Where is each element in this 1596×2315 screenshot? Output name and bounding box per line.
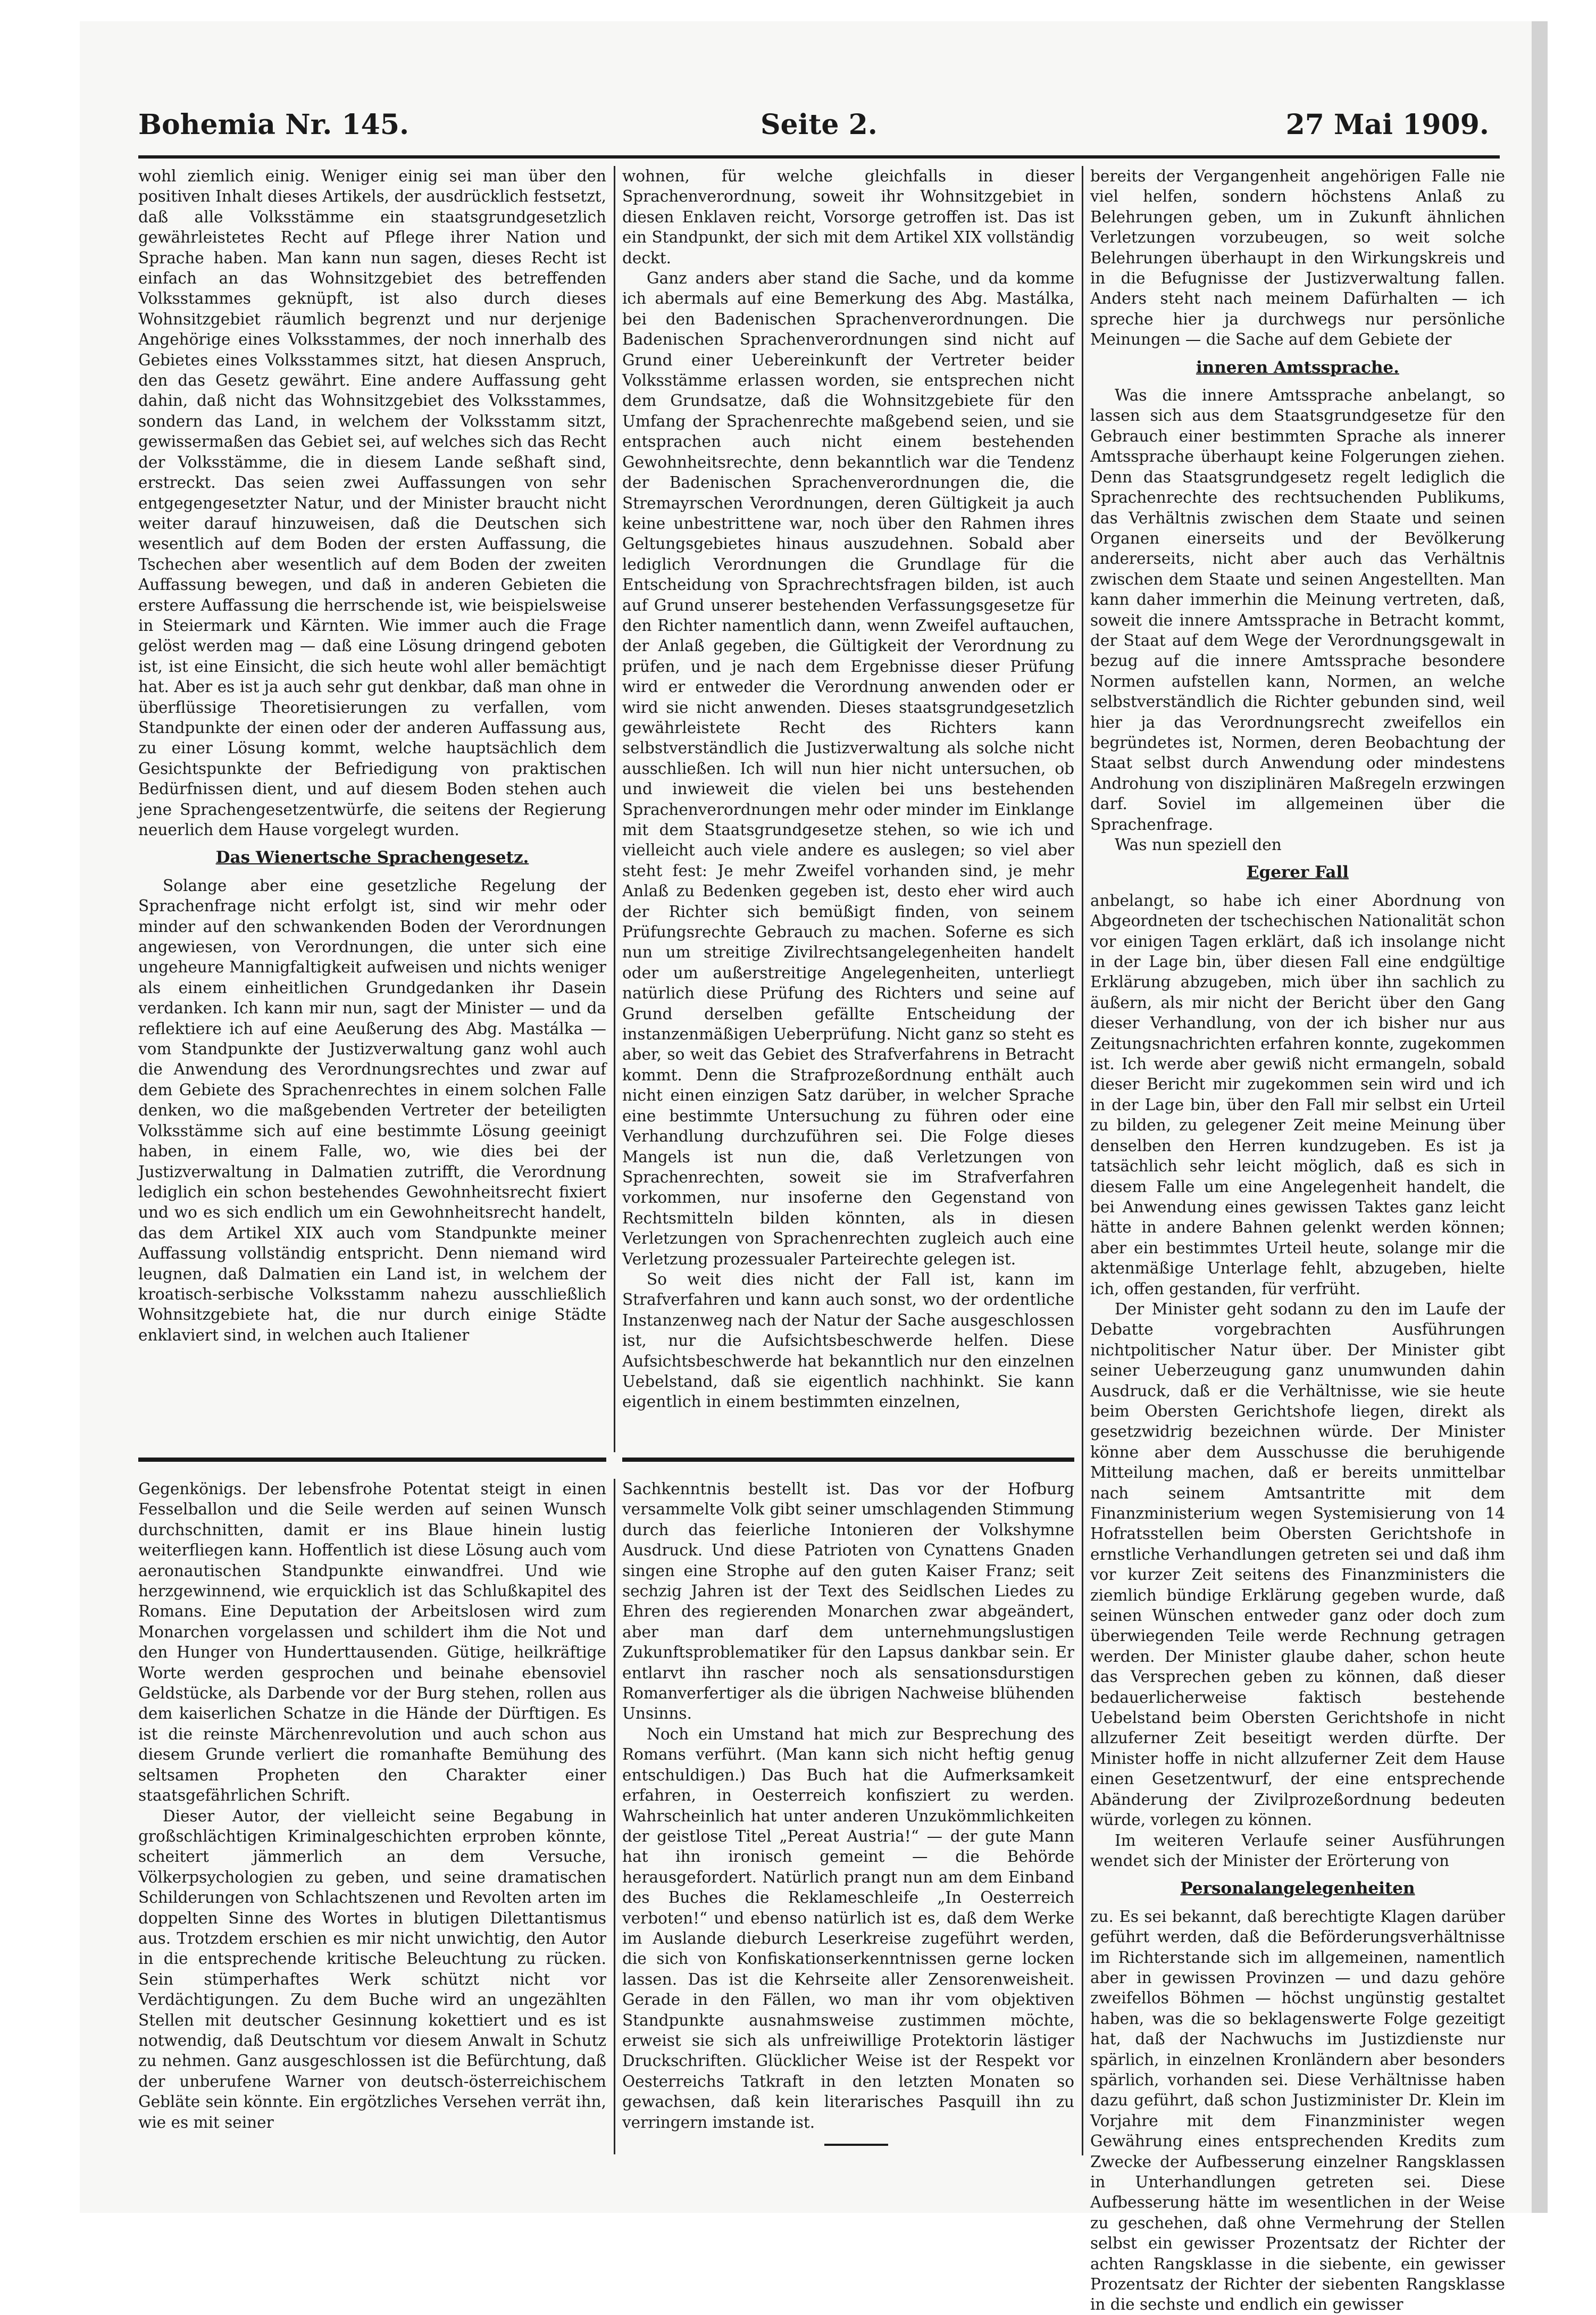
column-3-paragraph: zu. Es sei bekannt, daß berechtigte Klagen darüber geführt werden, daß die Beförderungsverhältnisse im Richterstande sich im allgemeinen, namentlich aber in gewissen Provinzen — und dazu gehöre zweifellos Böhmen — höchst ungünstig gestaltet haben, was die so beklagenswerte Folge gezeitigt hat, daß der Nachwuchs im Justizdienste nur spärlich, in einzelnen Kronländern aber besonders spärlich, vorhanden sei. Diese Verhältnisse haben dazu geführt, daß schon Justizminister Dr. Klein im Vorjahre mit dem Finanzminister wegen Gewährung eines entsprechenden Kredits zum Zwecke der Aufbesserung einzelner Rangsklassen in Unterhandlungen getreten sei. Diese Aufbesserung hätte im wesentlichen in der Weise zu geschehen, daß ohne Vermehrung der Stellen selbst ein gewisser Prozentsatz der Richter der achten Rangsklasse in die siebente, ein gewisser Prozentsatz der Richter der siebenten Rangsklasse in die sechste und endlich ein gewisser: [1090, 1907, 1505, 2314]
page-header: [138, 101, 1500, 149]
column-3-paragraph: Im weiteren Verlaufe seiner Ausführungen wendet sich der Minister der Erörterung von: [1090, 1831, 1505, 1870]
feuilleton-column-1: [138, 1479, 606, 2154]
column-2-paragraph: So weit dies nicht der Fall ist, kann im Strafverfahren und kann auch sonst, wo der ordentliche Instanzenweg nach der Natur der Sache ausgeschlossen ist, nur die Aufsichtsbeschwerde helfen. Diese Aufsichtsbeschwerde hat bekanntlich nur den einzelnen Uebelstand, daß sie eigentlich nachhinkt. Sie kann eigentlich in einem bestimmten einzelnen,: [622, 1270, 1074, 1411]
feuilleton-paragraph: Gegenkönigs. Der lebensfrohe Potentat steigt in einen Fesselballon und die Seile werden auf seinen Wunsch durchschnitten, damit er ins Blaue hinein lustig weiterfliegen kann. Hoffentlich ist diese Lösung auch vom aeronautischen Standpunkte einwandfrei. Und wie herzgewinnend, wie erquicklich ist das Schlußkapitel des Romans. Eine Deputation der Arbeitslosen wird zum Monarchen vorgelassen und schildert ihm die Not und den Hunger von Hunderttausenden. Gütige, heilkräftige Worte werden gesprochen und beinahe ebensoviel Geldstücke, als Darbende vor der Burg stehen, rollen aus dem kaiserlichen Schatze in die Hände der Dürftigen. Es ist die reinste Märchenrevolution und auch schon aus diesem Grunde verliert die romanhafte Bemühung des seltsamen Propheten den Charakter einer staatsgefährlichen Schrift.: [138, 1480, 606, 1805]
header-date: 27 Mai 1909.: [1285, 109, 1489, 141]
column-1-paragraph: Solange aber eine gesetzliche Regelung der Sprachenfrage nicht erfolgt ist, sind wir mehr oder minder auf den schwankenden Boden der Verordnungen angewiesen, von Verordnungen, die unter sich eine ungeheure Mannigfaltigkeit aufweisen und nichts weniger als einem einheitlichen Grundgedanken ihr Dasein verdanken. Ich kann mir nun, sagt der Minister — und da reflektiere ich auf eine Aeußerung des Abg. Mastálka — vom Standpunkte der Justizverwaltung ganz wohl auch die Anwendung des Verordnungsrechtes und zwar auf dem Gebiete des Sprachenrechtes in einem solchen Falle denken, wo die maßgebenden Vertreter der beteiligten Volksstämme sich auf eine bestimmte Lösung geeinigt haben, in einem Falle, wo, wie dies bei der Justizverwaltung in Dalmatien zutrifft, die Verordnung lediglich ein schon bestehendes Gewohnheitsrecht fixiert und wo es sich endlich um ein Gewohnheitsrecht handelt, das dem Artikel XIX auch vom Standpunkte meiner Auffassung vollständig entspricht. Denn niemand wird leugnen, daß Dalmatien ein Land ist, in welchem der kroatisch-serbische Volksstamm nahezu ausschließlich Wohnsitzgebiete hat, die nur durch einige Städte enklaviert sind, in welchen auch Italiener: [138, 876, 606, 1344]
column-3-paragraph: Der Minister geht sodann zu den im Laufe der Debatte vorgebrachten Ausführungen nichtpolitischer Natur über. Der Minister gibt seiner Ueberzeugung ganz unumwunden dahin Ausdruck, daß er die Verhältnisse, wie sie heute beim Obersten Gerichtshofe liegen, direkt als gesetzwidrig bezeichnen würde. Der Minister könne aber dem Ausschusse die beruhigende Mitteilung machen, daß er bereits unmittelbar nach seinem Amtsantritte mit dem Finanzministerium wegen Systemisierung von 14 Hofratsstellen beim Obersten Gerichtshofe in ernstliche Verhandlungen getreten sei und daß ihm vor kurzer Zeit seitens des Finanzministers die ziemlich bündige Erklärung gegeben wurde, daß seinen Wünschen entweder ganz oder doch zum überwiegenden Teile werde Rechnung getragen werden. Der Minister glaube daher, schon heute das Versprechen geben zu können, daß dieser bedauerlicherweise faktisch bestehende Uebelstand beim Obersten Gerichtshofe in nicht allzuferner Zeit beseitigt werden dürfte. Der Minister hoffe in nicht allzuferner Zeit dem Hause einen Gesetzentwurf, der eine entsprechende Abänderung der Zivilprozeßordnung bedeuten würde, vorlegen zu können.: [1090, 1300, 1505, 1829]
section-heading: Egerer Fall: [1246, 863, 1349, 882]
column-2-paragraph: wohnen, für welche gleichfalls in dieser Sprachenverordnung, soweit ihr Wohnsitzgebiet in diesen Enklaven reicht, Vorsorge getroffen ist. Das ist ein Standpunkt, der sich mit dem Artikel XIX vollständig deckt.: [622, 167, 1074, 267]
article-end-mark: [824, 2144, 888, 2146]
feuilleton-paragraph: Dieser Autor, der vielleicht seine Begabung in großschlächtigen Kriminalgeschichten erproben könnte, scheitert jämmerlich an dem Versuche, Völkerpsychologien zu geben, und seine dramatischen Schilderungen von Schlachtszenen und Revolten arten im doppelten Sinne des Wortes in blutigen Dilettantismus aus. Trotzdem erschien es mir nicht unwichtig, den Autor in die entsprechende kritische Beleuchtung zu rücken. Sein stümperhaftes Werk schützt nicht vor Verdächtigungen. Zu dem Buche wird an ungezählten Stellen mit deutscher Gesinnung kokettiert und es ist notwendig, daß Deutschtum vor diesem Anwalt in Schutz zu nehmen. Ganz ausgeschlossen ist die Befürchtung, daß der unberufene Warner von deutsch-österreichischem Gebläte sein könnte. Ein ergötzliches Versehen verrät ihn, wie es mit seiner: [138, 1806, 606, 2131]
header-issue: Bohemia Nr. 145.: [138, 109, 410, 141]
column-3: [1090, 166, 1505, 2314]
column-1-paragraph: wohl ziemlich einig. Weniger einig sei man über den positiven Inhalt dieses Artikels, der ausdrücklich festsetzt, daß alle Volksstämme ein staatsgrundgesetzlich gewährleistetes Recht auf Pflege ihrer Nation und Sprache haben. Man kann nun sagen, dieses Recht ist einfach an das Wohnsitzgebiet des betreffenden Volksstammes geknüpft, ist also durch dieses Wohnsitzgebiet räumlich begrenzt und nur derjenige Angehörige eines Volksstammes, der noch innerhalb des Gebietes eines Volksstammes sitzt, hat diesen Anspruch, den das Gesetz gewährt. Eine andere Auffassung geht dahin, daß nicht das Wohnsitzgebiet des Volksstammes, sondern das Land, in welchem der Volksstamm sitzt, gewissermaßen das Gebiet sei, auf welches sich das Recht der Volksstämme, die in diesem Lande seßhaft sind, erstreckt. Das seien zwei Auffassungen von sehr entgegengesetzter Natur, und der Minister braucht nicht weiter darauf hinzuweisen, daß die Deutschen sich wesentlich auf dem Boden der ersten Auffassung, die Tschechen aber wesentlich auf dem Boden der zweiten Auffassung bewegen, und daß in anderen Gebieten die erstere Auffassung die herrschende ist, wie beispielsweise in Steiermark und Kärnten. Wie immer auch die Frage gelöst werden mag — daß eine Lösung dringend geboten ist, ist eine Einsicht, die sich heute wohl aller bemächtigt hat. Aber es ist ja auch sehr gut denkbar, daß man ohne in überflüssige Theoretisierungen zu verfallen, vom Standpunkte der einen oder der anderen Auffassung aus, zu einer Lösung kommt, welche hauptsächlich dem Gesichtspunkte der Befriedigung von praktischen Bedürfnissen dient, und auf diesem Boden stehen auch jene Sprachengesetzentwürfe, die seitens der Regierung neuerlich dem Hause vorgelegt wurden.: [138, 167, 606, 839]
feuilleton-rule: [138, 1458, 606, 1462]
column-2-paragraph: Ganz anders aber stand die Sache, und da komme ich abermals auf eine Bemerkung des Abg. Mastálka, bei den Badenischen Sprachenverordnungen. Die Badenischen Sprachenverordnungen sind nicht auf Grund einer Uebereinkunft der Vertreter beider Volksstämme erlassen worden, sie entsprechen nicht dem Grundsatze, daß die Wohnsitzgebiete für den Umfang der Sprachenrechte maßgebend seien, und sie entsprachen auch nicht einem bestehenden Gewohnheitsrechte, denn bekanntlich war die Tendenz der Badenischen Sprachenverordnungen die, die Stremayrschen Verordnungen, deren Gültigkeit ja auch keine unbestrittene war, noch über den Rahmen ihres Geltungsgebietes hinaus auszudehnen. Sobald aber lediglich Verordnungen die Grundlage für die Entscheidung von Sprachrechtsfragen bilden, ist auch auf Grund unserer bestehenden Verfassungsgesetze für den Richter namentlich dann, wenn Zweifel auftauchen, der Anlaß gegeben, die Gültigkeit der Verordnung zu prüfen, und je nach dem Ergebnisse dieser Prüfung wird er entweder die Verordnung anwenden oder er wird sie nicht anwenden. Dieses staatsgrundgesetzlich gewährleistete Recht des Richters kann selbstverständlich die Justizverwaltung als solche nicht ausschließen. Ich will nun hier nicht untersuchen, ob und inwieweit die vielen bei uns bestehenden Sprachenverordnungen mehr oder minder im Einklange mit dem Staatsgrundgesetze stehen, so wie ich und vielleicht auch viele andere es auslegen; so viel aber steht fest: Je mehr Zweifel vorhanden sind, je mehr Anlaß zu Bedenken gegeben ist, desto eher wird auch der Richter sich bemüßigt finden, von seinem Prüfungsrechte Gebrauch zu machen. Soferne es sich nun um streitige Zivilrechtsangelegenheiten handelt oder um außerstreitige Angelegenheiten, unterliegt natürlich diese Prüfung des Richters und seine auf Grund derselben gefällte Entscheidung der instanzenmäßigen Ueberprüfung. Nicht ganz so steht es aber, so weit das Gebiet des Strafverfahrens in Betracht kommt. Denn die Strafprozeßordnung enthält auch nicht einen einzigen Satz darüber, in welcher Sprache eine bestimmte Untersuchung zu führen oder eine Verhandlung durchzuführen sei. Die Folge dieses Mangels ist nun die, daß Verletzungen von Sprachenrechten, soweit sie im Strafverfahren vorkommen, nur insoferne den Gegenstand von Rechtsmitteln bilden könnten, als in diesen Verletzungen von Sprachenrechten zugleich auch eine Verletzung prozessualer Parteirechte gelegen ist.: [622, 269, 1074, 1268]
column-divider: [1082, 166, 1083, 2155]
feuilleton-rule: [622, 1458, 1074, 1462]
column-3-paragraph: anbelangt, so habe ich einer Abordnung von Abgeordneten der tschechischen Nationalität schon vor einigen Tagen erklärt, daß ich insolange nicht in der Lage bin, über diesen Fall eine endgültige Erklärung abzugeben, mich über ihn sachlich zu äußern, als mir nicht der Bericht über den Gang dieser Verhandlung, von der ich bisher nur aus Zeitungsnachrichten erfahren konnte, zugekommen ist. Ich werde aber gewiß nicht ermangeln, sobald dieser Bericht mir zugekommen sein wird und ich in der Lage bin, über den Fall mir selbst ein Urteil zu bilden, zu gelegener Zeit meine Meinung über denselben den Herren kundzugeben. Es ist ja tatsächlich sehr leicht möglich, daß es sich in diesem Falle um eine Angelegenheit handelt, die bei Anwendung eines gewissen Taktes ganz leicht hätte in andere Bahnen gelenkt werden können; aber ein bestimmtes Urteil heute, solange mir die aktenmäßige Unterlage fehlt, abzugeben, hielte ich, offen gestanden, für verfrüht.: [1090, 891, 1505, 1298]
section-heading: Das Wienertsche Sprachengesetz.: [215, 848, 529, 868]
feuilleton-column-2: [622, 1479, 1074, 2154]
column-divider: [614, 166, 615, 1452]
header-page-number: Seite 2.: [761, 109, 878, 141]
section-heading: Personalangelegenheiten: [1180, 1879, 1415, 1898]
column-2: [622, 166, 1074, 1452]
column-1: [138, 166, 606, 1452]
feuilleton-paragraph: Sachkenntnis bestellt ist. Das vor der Hofburg versammelte Volk gibt seiner umschlagenden Stimmung durch das feierliche Intonieren der Volkshymne Ausdruck. Und diese Patrioten von Cynattens Gnaden singen eine Strophe auf den guten Kaiser Franz; seit sechzig Jahren ist der Text des Seidlschen Liedes zu Ehren des regierenden Monarchen zwar abgeändert, aber man darf dem unternehmungslustigen Zukunftsproblematiker für den Lapsus dankbar sein. Er entlarvt ihn rascher noch als sensationsdurstigen Romanverfertiger als die übrigen Nachweise blühenden Unsinns.: [622, 1480, 1074, 1723]
column-3-paragraph: Was nun speziell den: [1115, 836, 1282, 854]
column-3-paragraph: Was die innere Amtssprache anbelangt, so lassen sich aus dem Staatsgrundgesetze für den Gebrauch einer bestimmten Sprache als innerer Amtssprache überhaupt keine Folgerungen ziehen. Denn das Staatsgrundgesetz regelt lediglich die Sprachenrechte des rechtsuchenden Publikums, das Verhältnis zwischen dem Staate und seinen Organen einerseits und der Bevölkerung andererseits, nicht aber auch das Verhältnis zwischen dem Staate und seinen Angestellten. Man kann daher immerhin die Meinung vertreten, daß, soweit die innere Amtssprache in Betracht kommt, der Staat auf dem Wege der Verordnungsgewalt in bezug auf die innere Amtssprache besondere Normen aufstellen kann, Normen, an welche selbstverständlich die Richter gebunden sind, weil hier ja das Verordnungsrecht zweifellos ein begründetes ist, Normen, deren Beobachtung der Staat selbst durch Anwendung oder mindestens Androhung von disziplinären Maßregeln erzwingen darf. Soviel im allgemeinen über die Sprachenfrage.: [1090, 386, 1505, 834]
feuilleton-paragraph: Noch ein Umstand hat mich zur Besprechung des Romans verführt. (Man kann sich nicht heftig genug entschuldigen.) Das Buch hat die Aufmerksamkeit erfahren, in Oesterreich konfisziert zu werden. Wahrscheinlich hat unter anderen Unzukömmlichkeiten der geistlose Titel „Pereat Austria!“ — der gute Mann hat ihn ironisch gemeint — die Behörde herausgefordert. Natürlich prangt nun am dem Einband des Buches die Reklameschleife „In Oesterreich verboten!“ und ebenso natürlich ist es, daß dem Werke im Auslande dieburch Leserkreise zugeführt werden, die sich von Konfiskationserkenntnissen gerne locken lassen. Das ist die Kehrseite aller Zensorenweisheit. Gerade in den Fällen, wo man ihr vom objektiven Standpunkte ausnahmsweise zustimmen möchte, erweist sie sich als unfreiwillige Protektorin lästiger Druckschriften. Glücklicher Weise ist der Respekt vor Oesterreichs Tatkraft in den letzten Monaten so gewachsen, daß kein literarisches Pasquill ihn zu verringern imstande ist.: [622, 1725, 1074, 2131]
header-rule: [138, 155, 1500, 159]
column-3-paragraph: bereits der Vergangenheit angehörigen Falle nie viel helfen, sondern höchstens Anlaß zu Belehrungen geben, um in Zukunft ähnlichen Verletzungen vorzubeugen, so weit solche Belehrungen überhaupt in den Wirkungskreis und in die Befugnisse der Justizverwaltung fallen. Anders steht nach meinem Dafürhalten — ich spreche hier ja durchwegs nur persönliche Meinungen — die Sache auf dem Gebiete der: [1090, 167, 1505, 349]
section-heading: inneren Amtssprache.: [1196, 357, 1400, 377]
column-divider: [614, 1479, 615, 2154]
newspaper-page: [80, 21, 1548, 2314]
